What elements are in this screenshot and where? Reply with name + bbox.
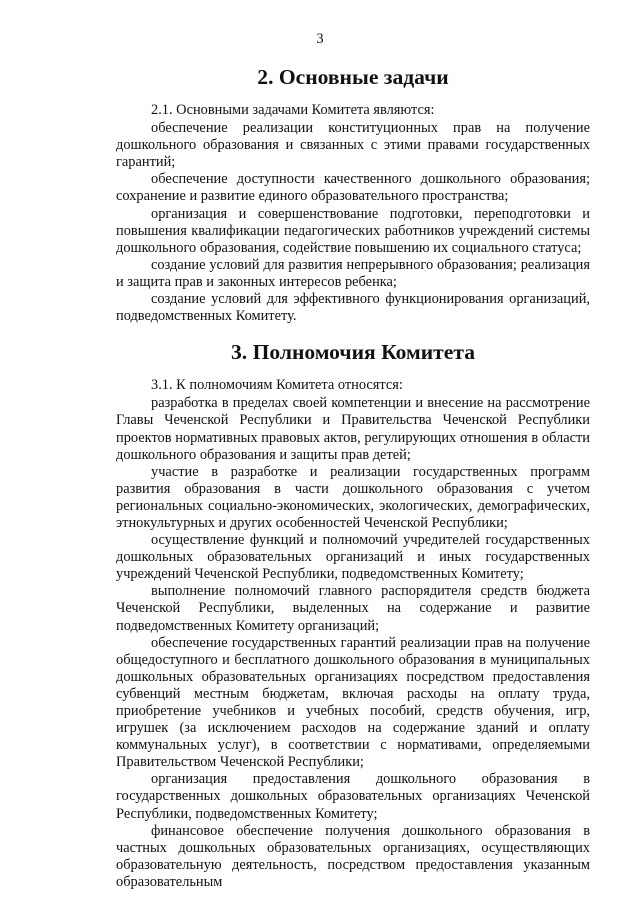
section-2-item: обеспечение доступности качественного дошкольного образования; сохранение и развитие единого образовательного пространства; xyxy=(116,171,590,205)
section-3-item: организация предоставления дошкольного образования в государственных дошкольных образовательных организациях Чеченской Республики, подведомственных Комитету; xyxy=(116,771,590,822)
section-2-item: организация и совершенствование подготовки, переподготовки и повышения квалификации педагогических работников учреждений системы дошкольного образования, содействие повышению их социального статуса; xyxy=(116,205,590,256)
section-2-item: создание условий для развития непрерывного образования; реализация и защита прав и законных интересов ребенка; xyxy=(116,256,590,290)
section-3-item: выполнение полномочий главного распорядителя средств бюджета Чеченской Республики, выделенных на содержание и развитие подведомственных Комитету организаций; xyxy=(116,583,590,634)
section-3-item: осуществление функций и полномочий учредителей государственных дошкольных образовательных организаций и иных государственных учреждений Чеченской Республики, подведомственных Комитету; xyxy=(116,532,590,583)
section-3-lead: 3.1. К полномочиям Комитета относятся: xyxy=(151,377,403,394)
section-2-heading: 2. Основные задачи xyxy=(257,65,449,89)
section-2-lead: 2.1. Основными задачами Комитета являются: xyxy=(151,102,435,118)
section-3-heading: 3. Полномочия Комитета xyxy=(230,340,475,365)
section-3-item: разработка в пределах своей компетенции и внесение на рассмотрение Главы Чеченской Республики и Правительства Чеченской Республики проектов нормативных правовых актов, регулирующих отношения в области дошкольного образования и защиты прав детей; xyxy=(116,395,590,463)
section-2-item: обеспечение реализации конституционных прав на получение дошкольного образования и связанных с этими правами государственных гарантий; xyxy=(116,120,590,171)
section-3-item: финансовое обеспечение получения дошкольного образования в частных дошкольных образовательных организациях, осуществляющих образовательную деятельность, посредством предоставления указанным образовательным xyxy=(116,822,590,890)
section-2-item: создание условий для эффективного функционирования организаций, подведомственных Комитету. xyxy=(116,291,590,325)
section-3-item: обеспечение государственных гарантий реализации прав на получение общедоступного и бесплатного дошкольного образования в муниципальных дошкольных образовательных организациях посредством предоставления субвенций местным бюджетам, включая расходы на оплату труда, приобретение учебников и учебных пособий, средств обучения, игр, игрушек (за исключением расходов на содержание зданий и оплату коммунальных услуг), в соответствии с нормативами, определяемыми Правительством Чеченской Республики; xyxy=(116,634,590,771)
section-3-item: участие в разработке и реализации государственных программ развития образования в части дошкольного образования с учетом региональных социально-экономических, экологических, демографических, этнокультурных и других особенностей Чеченской Республики; xyxy=(116,463,590,531)
page-number: 3 xyxy=(316,31,324,47)
document-body xyxy=(116,62,590,891)
